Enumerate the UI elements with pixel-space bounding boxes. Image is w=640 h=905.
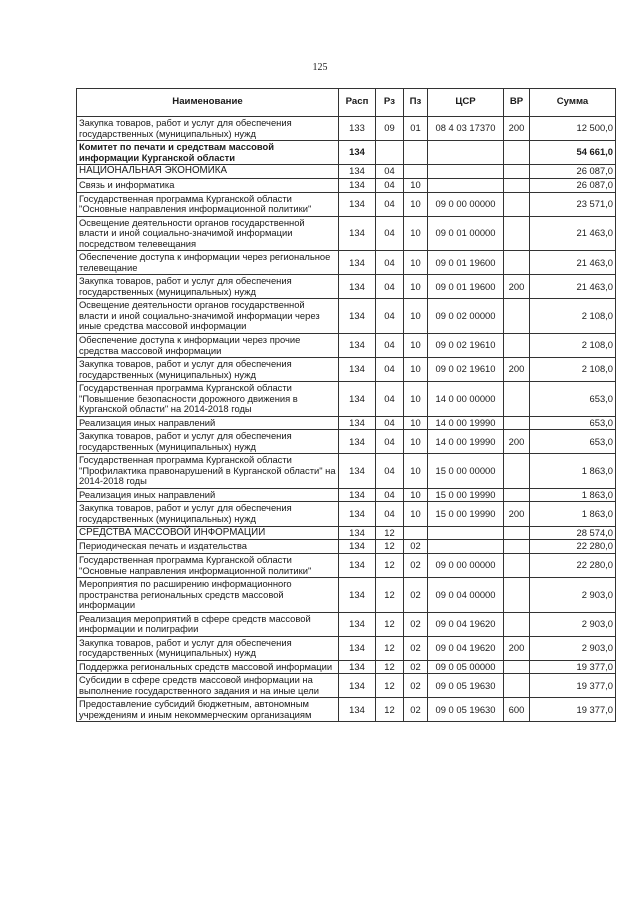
cell-sum: 21 463,0 (530, 275, 616, 299)
table-row (77, 674, 616, 698)
cell-vr (504, 612, 530, 636)
cell-rz: 12 (376, 554, 404, 578)
cell-rz: 04 (376, 416, 404, 430)
cell-rz: 04 (376, 502, 404, 526)
cell-pz: 02 (404, 612, 428, 636)
header-pz: Пз (404, 89, 428, 117)
cell-rasp: 134 (339, 454, 376, 489)
cell-sum: 19 377,0 (530, 674, 616, 698)
cell-vr (504, 526, 530, 540)
cell-csr: 09 0 04 19620 (428, 636, 504, 660)
cell-name: Реализация мероприятий в сфере средств массовой информации и полиграфии (77, 612, 339, 636)
cell-pz: 10 (404, 358, 428, 382)
cell-csr (428, 141, 504, 165)
cell-csr: 09 0 05 00000 (428, 660, 504, 674)
cell-vr: 200 (504, 636, 530, 660)
cell-sum: 23 571,0 (530, 192, 616, 216)
table-row (77, 275, 616, 299)
cell-sum: 1 863,0 (530, 454, 616, 489)
cell-csr (428, 526, 504, 540)
cell-sum: 21 463,0 (530, 251, 616, 275)
cell-csr: 08 4 03 17370 (428, 117, 504, 141)
cell-sum: 12 500,0 (530, 117, 616, 141)
cell-rasp: 134 (339, 358, 376, 382)
cell-pz (404, 526, 428, 540)
cell-rasp: 134 (339, 698, 376, 722)
cell-pz: 10 (404, 416, 428, 430)
table-row (77, 540, 616, 554)
cell-rasp: 133 (339, 117, 376, 141)
header-sum: Сумма (530, 89, 616, 117)
cell-vr (504, 179, 530, 193)
cell-name: Поддержка региональных средств массовой информации (77, 660, 339, 674)
cell-rz: 12 (376, 660, 404, 674)
cell-rasp: 134 (339, 299, 376, 334)
cell-sum: 1 863,0 (530, 502, 616, 526)
cell-vr (504, 674, 530, 698)
cell-sum: 1 863,0 (530, 488, 616, 502)
table-header-row (77, 89, 616, 117)
cell-csr: 09 0 05 19630 (428, 674, 504, 698)
cell-vr: 200 (504, 430, 530, 454)
cell-rasp: 134 (339, 416, 376, 430)
table-row (77, 502, 616, 526)
table-row (77, 299, 616, 334)
header-name: Наименование (77, 89, 339, 117)
cell-rasp: 134 (339, 554, 376, 578)
cell-rasp: 134 (339, 165, 376, 179)
cell-csr: 09 0 00 00000 (428, 192, 504, 216)
cell-name: Закупка товаров, работ и услуг для обеспечения государственных (муниципальных) нужд (77, 636, 339, 660)
cell-csr: 15 0 00 19990 (428, 488, 504, 502)
cell-pz: 10 (404, 216, 428, 251)
table-row (77, 117, 616, 141)
cell-csr (428, 165, 504, 179)
table-row (77, 488, 616, 502)
cell-rasp: 134 (339, 430, 376, 454)
cell-rasp: 134 (339, 192, 376, 216)
cell-pz: 02 (404, 674, 428, 698)
cell-pz: 02 (404, 554, 428, 578)
cell-pz: 10 (404, 251, 428, 275)
cell-vr (504, 141, 530, 165)
cell-vr (504, 299, 530, 334)
cell-rasp: 134 (339, 612, 376, 636)
cell-csr: 09 0 01 19600 (428, 251, 504, 275)
cell-csr: 15 0 00 00000 (428, 454, 504, 489)
cell-csr: 09 0 04 19620 (428, 612, 504, 636)
cell-csr: 09 0 02 19610 (428, 358, 504, 382)
table-row (77, 334, 616, 358)
cell-rasp: 134 (339, 488, 376, 502)
cell-rasp: 134 (339, 141, 376, 165)
cell-sum: 2 108,0 (530, 334, 616, 358)
cell-rz: 12 (376, 578, 404, 613)
cell-sum: 653,0 (530, 416, 616, 430)
cell-pz: 10 (404, 502, 428, 526)
header-rasp: Расп (339, 89, 376, 117)
header-vr: ВР (504, 89, 530, 117)
cell-csr: 09 0 01 19600 (428, 275, 504, 299)
table-row (77, 416, 616, 430)
cell-name: Закупка товаров, работ и услуг для обеспечения государственных (муниципальных) нужд (77, 117, 339, 141)
cell-name: Мероприятия по расширению информационного пространства региональных средств массовой информации (77, 578, 339, 613)
cell-vr: 200 (504, 502, 530, 526)
cell-vr (504, 488, 530, 502)
cell-vr (504, 454, 530, 489)
table-row (77, 382, 616, 417)
cell-pz: 10 (404, 192, 428, 216)
cell-rz: 04 (376, 358, 404, 382)
cell-pz: 10 (404, 299, 428, 334)
cell-rasp: 134 (339, 674, 376, 698)
cell-rz: 04 (376, 334, 404, 358)
table-row (77, 698, 616, 722)
cell-rz: 04 (376, 192, 404, 216)
cell-rasp: 134 (339, 275, 376, 299)
cell-rasp: 134 (339, 526, 376, 540)
cell-name: Предоставление субсидий бюджетным, автономным учреждениям и иным некоммерческим организациям (77, 698, 339, 722)
cell-vr (504, 660, 530, 674)
cell-name: НАЦИОНАЛЬНАЯ ЭКОНОМИКА (77, 165, 339, 179)
cell-vr (504, 416, 530, 430)
cell-sum: 2 903,0 (530, 578, 616, 613)
cell-pz: 02 (404, 578, 428, 613)
cell-pz (404, 141, 428, 165)
cell-sum: 21 463,0 (530, 216, 616, 251)
cell-sum: 2 903,0 (530, 636, 616, 660)
cell-sum: 653,0 (530, 430, 616, 454)
cell-sum: 22 280,0 (530, 554, 616, 578)
cell-name: Субсидии в сфере средств массовой информации на выполнение государственного задания и на иные цели (77, 674, 339, 698)
cell-name: Государственная программа Курганской области "Основные направления информационной политики" (77, 554, 339, 578)
header-rz: Рз (376, 89, 404, 117)
table-row (77, 636, 616, 660)
cell-pz: 10 (404, 179, 428, 193)
cell-sum: 28 574,0 (530, 526, 616, 540)
cell-pz: 10 (404, 430, 428, 454)
cell-pz: 02 (404, 540, 428, 554)
cell-name: Закупка товаров, работ и услуг для обеспечения государственных (муниципальных) нужд (77, 502, 339, 526)
cell-vr (504, 165, 530, 179)
cell-pz: 10 (404, 454, 428, 489)
table-body (77, 117, 616, 722)
cell-rasp: 134 (339, 179, 376, 193)
cell-pz: 02 (404, 636, 428, 660)
cell-pz: 10 (404, 334, 428, 358)
cell-name: Связь и информатика (77, 179, 339, 193)
cell-rasp: 134 (339, 636, 376, 660)
cell-sum: 19 377,0 (530, 698, 616, 722)
cell-rasp: 134 (339, 660, 376, 674)
cell-rz: 12 (376, 674, 404, 698)
cell-pz: 02 (404, 698, 428, 722)
cell-csr (428, 540, 504, 554)
table-row (77, 660, 616, 674)
cell-csr: 09 0 00 00000 (428, 554, 504, 578)
cell-name: Реализация иных направлений (77, 488, 339, 502)
cell-name: Освещение деятельности органов государственной власти и иной социально-значимой информации посредством телевещания (77, 216, 339, 251)
cell-sum: 653,0 (530, 382, 616, 417)
table-row (77, 165, 616, 179)
cell-rz: 04 (376, 179, 404, 193)
cell-rz (376, 141, 404, 165)
cell-csr: 09 0 02 19610 (428, 334, 504, 358)
cell-pz: 10 (404, 275, 428, 299)
table-row (77, 251, 616, 275)
cell-sum: 54 661,0 (530, 141, 616, 165)
cell-csr: 14 0 00 19990 (428, 416, 504, 430)
table-row (77, 179, 616, 193)
cell-rasp: 134 (339, 502, 376, 526)
table-row (77, 454, 616, 489)
table-row (77, 612, 616, 636)
cell-csr: 14 0 00 19990 (428, 430, 504, 454)
cell-name: Государственная программа Курганской области "Профилактика правонарушений в Курганской области" на 2014-2018 годы (77, 454, 339, 489)
cell-name: Периодическая печать и издательства (77, 540, 339, 554)
cell-vr (504, 216, 530, 251)
cell-rz: 04 (376, 454, 404, 489)
cell-sum: 19 377,0 (530, 660, 616, 674)
cell-name: Закупка товаров, работ и услуг для обеспечения государственных (муниципальных) нужд (77, 358, 339, 382)
cell-rz: 12 (376, 698, 404, 722)
page-number: 125 (312, 62, 328, 73)
cell-rasp: 134 (339, 216, 376, 251)
cell-sum: 2 108,0 (530, 358, 616, 382)
cell-vr: 200 (504, 358, 530, 382)
header-csr: ЦСР (428, 89, 504, 117)
cell-vr (504, 192, 530, 216)
cell-csr: 09 0 02 00000 (428, 299, 504, 334)
cell-pz: 02 (404, 660, 428, 674)
cell-vr (504, 540, 530, 554)
cell-vr: 200 (504, 117, 530, 141)
cell-pz: 01 (404, 117, 428, 141)
cell-vr: 200 (504, 275, 530, 299)
cell-rz: 04 (376, 488, 404, 502)
cell-rz: 04 (376, 382, 404, 417)
cell-rz: 12 (376, 612, 404, 636)
cell-name: СРЕДСТВА МАССОВОЙ ИНФОРМАЦИИ (77, 526, 339, 540)
cell-rasp: 134 (339, 251, 376, 275)
cell-name: Закупка товаров, работ и услуг для обеспечения государственных (муниципальных) нужд (77, 430, 339, 454)
cell-sum: 2 903,0 (530, 612, 616, 636)
cell-rz: 12 (376, 526, 404, 540)
cell-csr: 15 0 00 19990 (428, 502, 504, 526)
cell-csr: 09 0 01 00000 (428, 216, 504, 251)
table-row (77, 526, 616, 540)
cell-rz: 04 (376, 275, 404, 299)
cell-rz: 04 (376, 216, 404, 251)
cell-sum: 22 280,0 (530, 540, 616, 554)
cell-csr: 09 0 05 19630 (428, 698, 504, 722)
cell-sum: 26 087,0 (530, 179, 616, 193)
cell-rasp: 134 (339, 540, 376, 554)
cell-pz (404, 165, 428, 179)
cell-csr (428, 179, 504, 193)
cell-rz: 04 (376, 299, 404, 334)
cell-vr: 600 (504, 698, 530, 722)
cell-vr (504, 554, 530, 578)
table-row (77, 216, 616, 251)
table-row (77, 430, 616, 454)
cell-name: Обеспечение доступа к информации через прочие средства массовой информации (77, 334, 339, 358)
cell-sum: 26 087,0 (530, 165, 616, 179)
cell-rz: 09 (376, 117, 404, 141)
cell-rasp: 134 (339, 382, 376, 417)
table-row (77, 578, 616, 613)
cell-vr (504, 382, 530, 417)
table-row (77, 554, 616, 578)
cell-name: Закупка товаров, работ и услуг для обеспечения государственных (муниципальных) нужд (77, 275, 339, 299)
cell-name: Государственная программа Курганской области "Основные направления информационной политики" (77, 192, 339, 216)
cell-rasp: 134 (339, 334, 376, 358)
cell-pz: 10 (404, 382, 428, 417)
cell-sum: 2 108,0 (530, 299, 616, 334)
cell-vr (504, 334, 530, 358)
table-row (77, 192, 616, 216)
cell-vr (504, 251, 530, 275)
cell-rasp: 134 (339, 578, 376, 613)
cell-rz: 04 (376, 165, 404, 179)
table-row (77, 358, 616, 382)
cell-pz: 10 (404, 488, 428, 502)
cell-csr: 09 0 04 00000 (428, 578, 504, 613)
cell-rz: 04 (376, 430, 404, 454)
cell-rz: 04 (376, 251, 404, 275)
cell-rz: 12 (376, 636, 404, 660)
table-row (77, 141, 616, 165)
cell-name: Обеспечение доступа к информации через региональное телевещание (77, 251, 339, 275)
cell-name: Реализация иных направлений (77, 416, 339, 430)
cell-name: Комитет по печати и средствам массовой информации Курганской области (77, 141, 339, 165)
cell-name: Освещение деятельности органов государственной власти и иной социально-значимой информации через иные средства массовой информации (77, 299, 339, 334)
cell-name: Государственная программа Курганской области "Повышение безопасности дорожного движения в Курганской области" на 2014-2018 годы (77, 382, 339, 417)
cell-vr (504, 578, 530, 613)
cell-csr: 14 0 00 00000 (428, 382, 504, 417)
cell-rz: 12 (376, 540, 404, 554)
budget-table (76, 88, 616, 722)
